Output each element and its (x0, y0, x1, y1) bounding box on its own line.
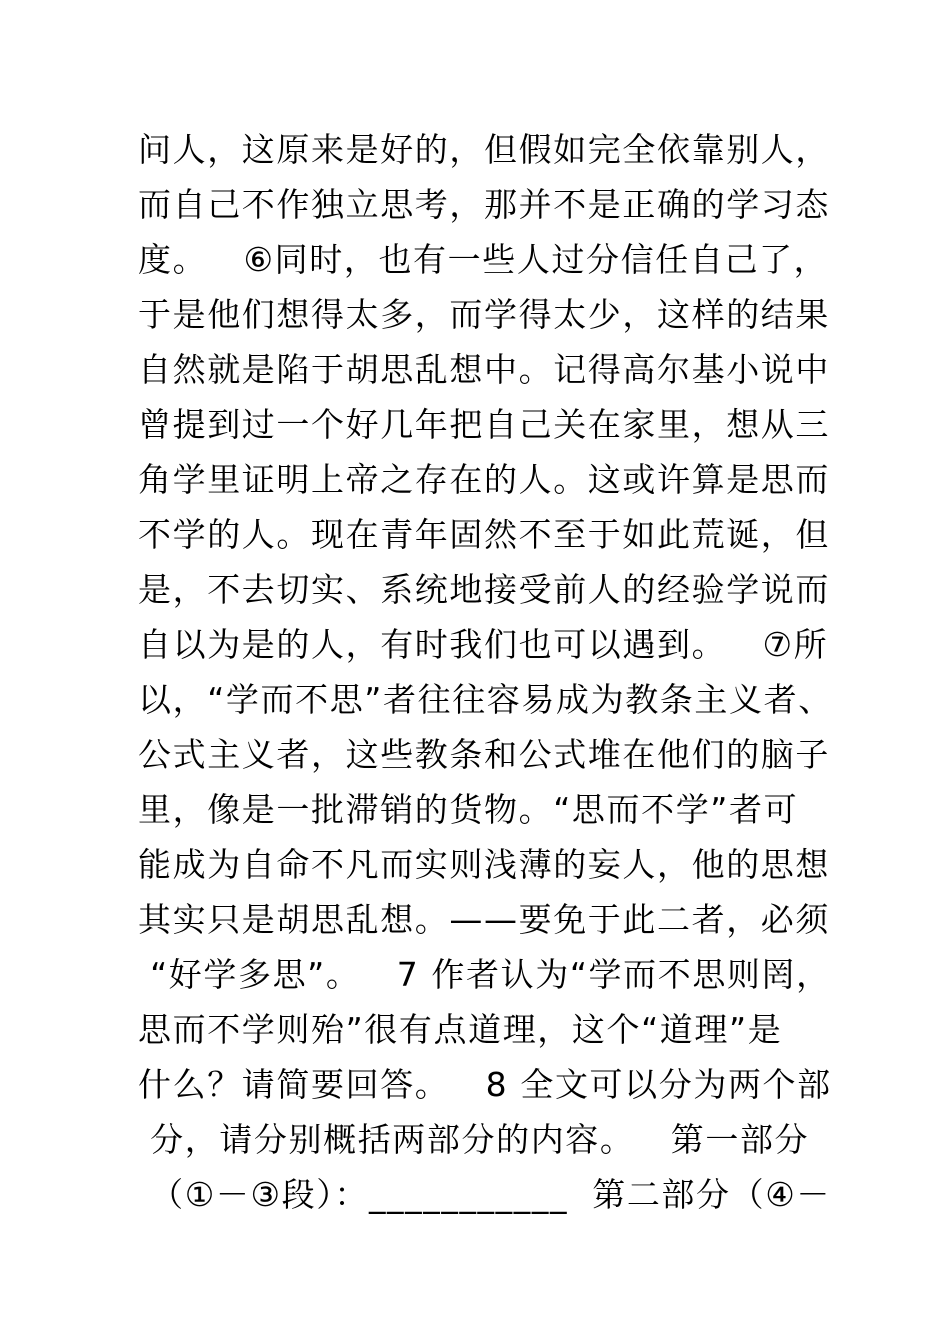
text-line: 度。 ⑥同时，也有一些人过分信任自己了， (138, 240, 829, 279)
text-line: 而自己不作独立思考，那并不是正确的学习态 (138, 185, 830, 224)
text-line: 里，像是一批滞销的货物。“思而不学”者可 (138, 790, 799, 829)
text-line: 能成为自命不凡而实则浅薄的妄人，他的思想 (138, 845, 830, 884)
text-line: （①－③段）：___________ 第二部分（④－ (138, 1175, 832, 1214)
text-line: 不学的人。现在青年固然不至于如此荒诞，但 (138, 515, 830, 554)
text-line: 以，“学而不思”者往往容易成为教条主义者、 (138, 680, 833, 719)
text-line: 于是他们想得太多，而学得太少，这样的结果 (138, 295, 830, 334)
text-line: “好学多思”。 7 作者认为“学而不思则罔， (138, 955, 831, 994)
text-line: 分，请分别概括两部分的内容。 第一部分 (138, 1120, 810, 1159)
text-line: 角学里证明上帝之存在的人。这或许算是思而 (138, 460, 830, 499)
text-line: 曾提到过一个好几年把自己关在家里，想从三 (138, 405, 830, 444)
document-body (138, 122, 938, 1222)
text-line: 自然就是陷于胡思乱想中。记得高尔基小说中 (138, 350, 830, 389)
text-line: 公式主义者，这些教条和公式堆在他们的脑子 (138, 735, 830, 774)
text-line: 是，不去切实、系统地接受前人的经验学说而 (138, 570, 830, 609)
text-line: 自以为是的人，有时我们也可以遇到。 ⑦所 (138, 625, 829, 664)
text-line: 思而不学则殆”很有点道理，这个“道理”是 (138, 1010, 783, 1049)
text-line: 其实只是胡思乱想。——要免于此二者，必须 (138, 900, 830, 939)
text-line: 什么？请简要回答。 8 全文可以分为两个部 (138, 1065, 832, 1104)
text-line: 问人，这原来是好的，但假如完全依靠别人， (138, 130, 830, 169)
